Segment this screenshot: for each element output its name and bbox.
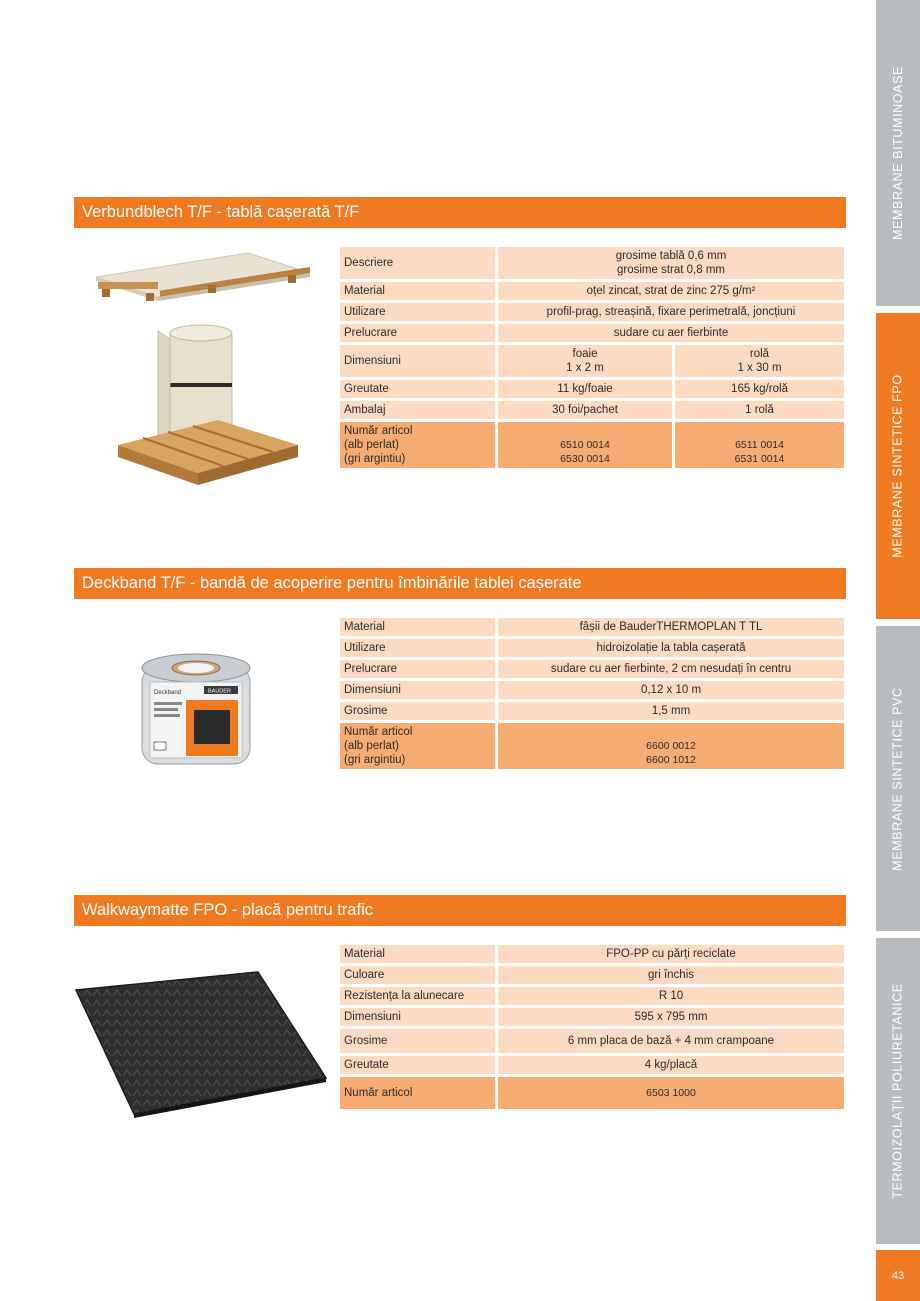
deckband-brand-text: BAUDER	[208, 688, 231, 695]
greutate-foaie-value: 11 kg/foaie	[498, 380, 672, 398]
row-label-grosime: Grosime	[340, 1029, 495, 1053]
row-label-alb-perlat: (alb perlat)	[344, 439, 399, 451]
row-label-numar-articol: Număr articol	[344, 726, 413, 738]
article-number: 6511 0014	[735, 439, 784, 451]
article-number: 6530 0014	[560, 453, 610, 465]
deckband-spec-table	[337, 615, 847, 772]
side-tab-label: MEMBRANE BITUMINOASE	[891, 66, 906, 240]
table-row	[340, 945, 844, 963]
side-tab-membrane-sintetice-fpo[interactable]	[876, 313, 920, 619]
row-label-rezistenta: Rezistența la alunecare	[340, 987, 495, 1005]
table-row	[340, 681, 844, 699]
table-row	[340, 987, 844, 1005]
table-row	[340, 639, 844, 657]
table-row	[340, 618, 844, 636]
prelucrare-value: sudare cu aer fierbinte, 2 cm nesudați în centru	[498, 660, 844, 678]
section-header-walkwaymatte	[74, 895, 846, 926]
page-number: 43	[891, 1269, 905, 1282]
table-row	[340, 1029, 844, 1053]
section-header-verbundblech	[74, 197, 846, 228]
row-label-greutate: Greutate	[340, 380, 495, 398]
side-tab-label: TERMOIZOLAȚII POLIURETANICE	[891, 983, 906, 1199]
ambalaj-foaie-value: 30 foi/pachet	[498, 401, 672, 419]
table-row	[340, 422, 844, 468]
table-row	[340, 303, 844, 321]
prelucrare-value: sudare cu aer fierbinte	[498, 324, 844, 342]
page-number-box	[876, 1250, 920, 1301]
table-row	[340, 345, 844, 377]
table-row	[340, 1008, 844, 1026]
material-value: fâșii de BauderTHERMOPLAN T TL	[498, 618, 844, 636]
dimensiuni-rola-label: rolă	[749, 348, 770, 360]
table-row	[340, 247, 844, 279]
side-tab-label: MEMBRANE SINTETICE FPO	[891, 374, 906, 558]
verbundblech-product-image	[88, 245, 318, 490]
row-label-dimensiuni: Dimensiuni	[340, 681, 495, 699]
dimensiuni-foaie-label: foaie	[572, 348, 598, 360]
greutate-value: 4 kg/placă	[498, 1056, 844, 1074]
material-value: FPO-PP cu părți reciclate	[498, 945, 844, 963]
table-row	[340, 702, 844, 720]
utilizare-value: profil-prag, streașină, fixare perimetrală, joncțiuni	[498, 303, 844, 321]
grosime-value: 1,5 mm	[498, 702, 844, 720]
table-row	[340, 380, 844, 398]
dimensiuni-rola-value: 1 x 30 m	[737, 362, 782, 374]
grosime-value: 6 mm placa de bază + 4 mm crampoane	[498, 1029, 844, 1053]
material-value: oțel zincat, strat de zinc 275 g/m²	[498, 282, 844, 300]
walkwaymatte-spec-table	[337, 942, 847, 1112]
row-label-gri-argintiu: (gri argintiu)	[344, 453, 406, 465]
row-label-alb-perlat: (alb perlat)	[344, 740, 399, 752]
section-title: Deckband T/F - bandă de acoperire pentru îmbinările tablei cașerate	[82, 574, 582, 592]
article-number: 6531 0014	[734, 453, 785, 465]
row-label-dimensiuni: Dimensiuni	[340, 345, 495, 377]
utilizare-value: hidroizolație la tabla cașerată	[498, 639, 844, 657]
ambalaj-rola-value: 1 rolă	[675, 401, 844, 419]
row-label-material: Material	[340, 618, 495, 636]
row-label-utilizare: Utilizare	[340, 639, 495, 657]
row-label-grosime: Grosime	[340, 702, 495, 720]
table-row	[340, 324, 844, 342]
section-title: Verbundblech T/F - tablă cașerată T/F	[82, 203, 360, 221]
row-label-numar-articol: Număr articol	[340, 1077, 495, 1109]
greutate-rola-value: 165 kg/rolă	[675, 380, 844, 398]
row-label-ambalaj: Ambalaj	[340, 401, 495, 419]
section-header-deckband	[74, 568, 846, 599]
row-label-dimensiuni: Dimensiuni	[340, 1008, 495, 1026]
side-tab-termoizolatii-poliuretanice[interactable]	[876, 938, 920, 1244]
section-title: Walkwaymatte FPO - placă pentru trafic	[82, 901, 373, 919]
table-row	[340, 401, 844, 419]
side-tab-membrane-bituminoase[interactable]	[876, 0, 920, 306]
table-row	[340, 966, 844, 984]
side-tab-membrane-sintetice-pvc[interactable]	[876, 626, 920, 931]
table-row	[340, 723, 844, 769]
article-number: 6510 0014	[560, 439, 610, 451]
descriere-value-line: grosime strat 0,8 mm	[617, 264, 725, 276]
table-row	[340, 1056, 844, 1074]
table-row	[340, 1077, 844, 1109]
dimensiuni-foaie-value: 1 x 2 m	[566, 362, 604, 374]
row-label-prelucrare: Prelucrare	[340, 324, 495, 342]
row-label-prelucrare: Prelucrare	[340, 660, 495, 678]
side-tab-label: MEMBRANE SINTETICE PVC	[891, 686, 905, 871]
row-label-utilizare: Utilizare	[340, 303, 495, 321]
row-label-material: Material	[340, 945, 495, 963]
article-number: 6600 0012	[646, 740, 696, 752]
article-number: 6503 1000	[498, 1077, 844, 1109]
descriere-value-line: grosime tablă 0,6 mm	[615, 250, 727, 262]
dimensiuni-value: 0,12 x 10 m	[498, 681, 844, 699]
row-label-greutate: Greutate	[340, 1056, 495, 1074]
row-label-culoare: Culoare	[340, 966, 495, 984]
verbundblech-spec-table	[337, 244, 847, 471]
deckband-product-image	[138, 650, 256, 772]
article-number: 6600 1012	[646, 754, 696, 766]
row-label-material: Material	[340, 282, 495, 300]
row-label-numar-articol: Număr articol	[344, 425, 413, 437]
rezistenta-value: R 10	[498, 987, 844, 1005]
dimensiuni-value: 595 x 795 mm	[498, 1008, 844, 1026]
walkwaymatte-product-image	[72, 968, 330, 1118]
row-label-gri-argintiu: (gri argintiu)	[344, 754, 406, 766]
table-row	[340, 282, 844, 300]
culoare-value: gri închis	[498, 966, 844, 984]
table-row	[340, 660, 844, 678]
deckband-name-text: Deckband	[154, 690, 182, 696]
row-label-descriere: Descriere	[340, 247, 495, 279]
